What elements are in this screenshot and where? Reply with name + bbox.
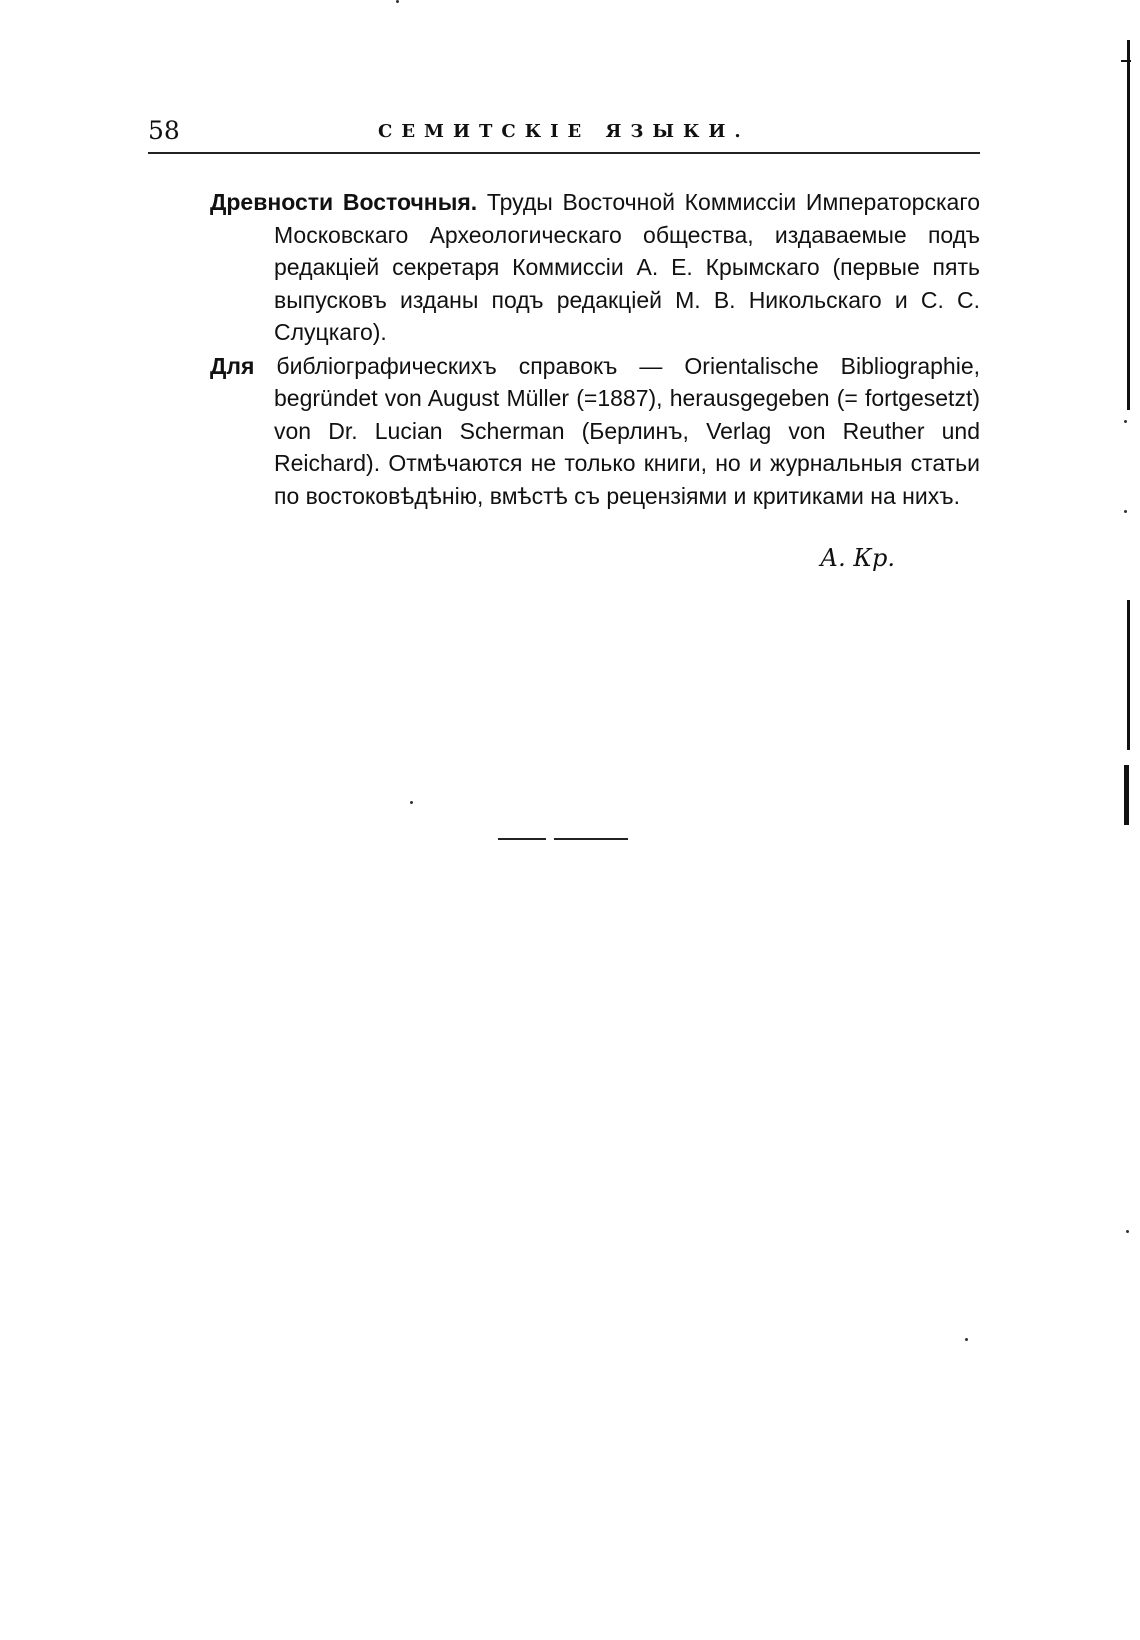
- scan-edge-shadow: [1127, 600, 1130, 750]
- bibliography-entry: [210, 350, 980, 513]
- scan-edge-shadow: [1124, 765, 1129, 825]
- entry-lead: Для: [210, 352, 255, 379]
- running-title: СЕМИТСКІЕ ЯЗЫКИ.: [378, 121, 750, 142]
- entry-text: библіографическихъ справокъ — Orientalische Bibliographie, begründet von August Müller (=1887), herausgegeben (= fortgesetzt) von Dr. Lucian Scherman (Берлинъ, Verlag von Reuther und Reichard). Отмѣчаются не только книги, но и журнальныя статьи по востоковѣдѣнію, вмѣстѣ съ рецензіями и критиками на нихъ.: [254, 352, 980, 509]
- scan-edge-shadow: [1127, 40, 1130, 410]
- entry-text: Труды Восточной Коммиссіи Императорскаго Московскаго Археологическаго общества, издаваемые подъ редакціей секретаря Коммиссіи А. Е. Крымскаго (первые пять выпусковъ изданы подъ редакціей М. В. Никольскаго и С. С. Слуцкаго).: [274, 189, 980, 345]
- page-number: 58: [148, 116, 180, 145]
- scan-edge-mark: [1121, 60, 1131, 62]
- entry-lead: Древности Восточныя.: [210, 189, 478, 215]
- bibliography-entries: [210, 186, 980, 513]
- bibliography-entry: [210, 186, 980, 349]
- scan-speck: [410, 801, 413, 804]
- end-rule-segment: [554, 838, 628, 840]
- author-signature: А. Кр.: [820, 544, 895, 572]
- scan-speck: [1124, 510, 1127, 513]
- scan-speck: [1126, 1230, 1129, 1233]
- page-header: [148, 112, 980, 154]
- scan-speck: [965, 1338, 968, 1341]
- end-rule-segment: [498, 838, 546, 840]
- section-end-rule: [498, 838, 628, 840]
- scan-speck: [1124, 420, 1127, 423]
- scan-speck: [396, 0, 399, 3]
